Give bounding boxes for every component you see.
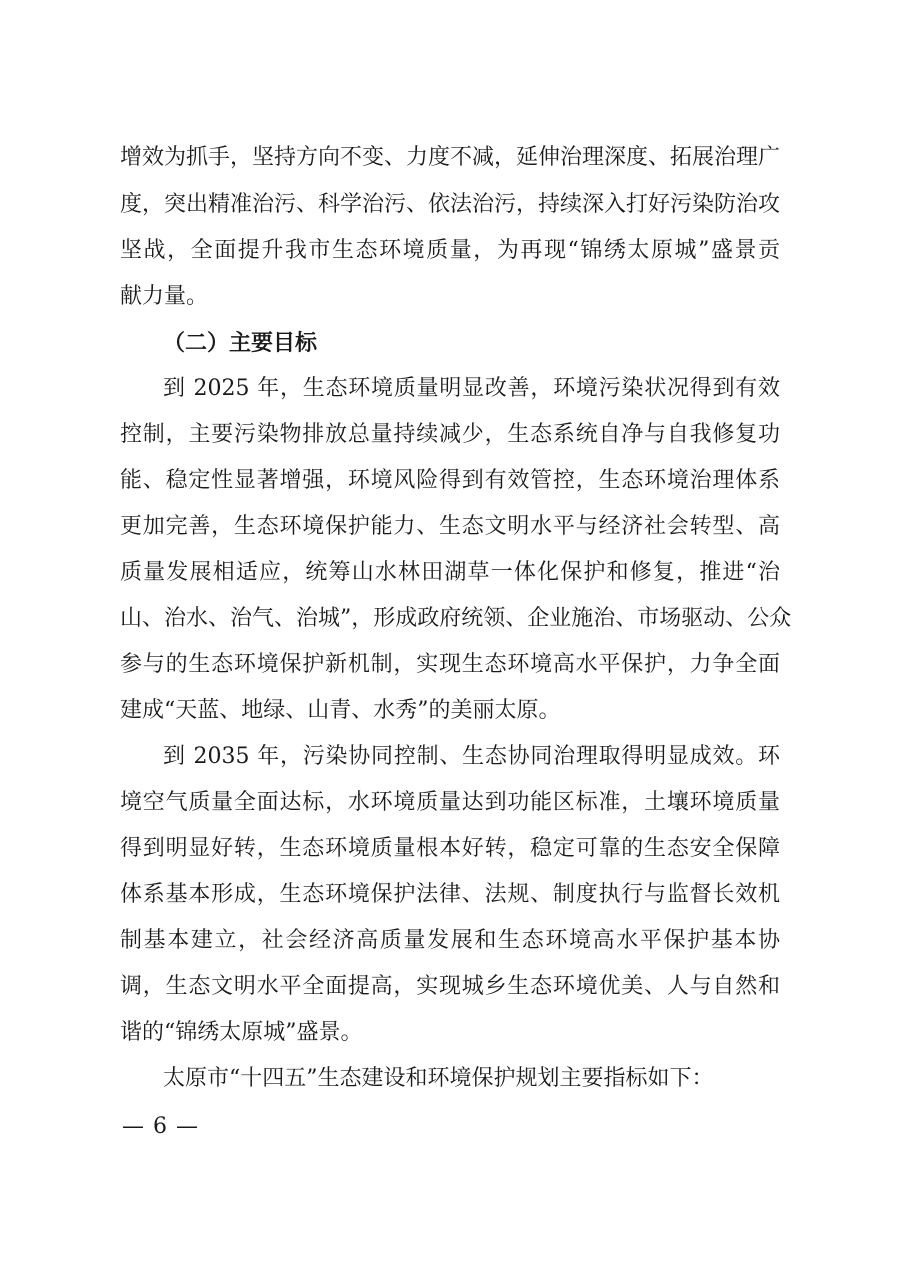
body-text-line: 控制，主要污染物排放总量持续减少，生态系统自净与自我修复功 xyxy=(120,422,780,447)
body-text-line: 体系基本形成，生态环境保护法律、法规、制度执行与监督长效机 xyxy=(120,882,780,907)
body-text-line: 参与的生态环境保护新机制，实现生态环境高水平保护，力争全面 xyxy=(120,652,780,677)
body-text-line: 更加完善，生态环境保护能力、生态文明水平与经济社会转型、高 xyxy=(120,514,780,539)
body-text-line: 到 2035 年，污染协同控制、生态协同治理取得明显成效。环 xyxy=(163,744,780,769)
body-text-line: 建成“天蓝、地绿、山青、水秀”的美丽太原。 xyxy=(120,698,561,723)
body-text-line: 谐的“锦绣太原城”盛景。 xyxy=(120,1020,363,1045)
body-text-line: 能、稳定性显著增强，环境风险得到有效管控，生态环境治理体系 xyxy=(120,468,780,493)
body-text-line: 质量发展相适应，统筹山水林田湖草一体化保护和修复，推进“治 xyxy=(120,560,780,585)
body-text-line: 献力量。 xyxy=(120,284,209,309)
body-text-line: 境空气质量全面达标，水环境质量达到功能区标准，土壤环境质量 xyxy=(120,790,780,815)
section-heading: （二）主要目标 xyxy=(163,330,318,356)
body-text-line: 山、治水、治气、治城”，形成政府统领、企业施治、市场驱动、公众 xyxy=(120,606,792,631)
body-text-line: 太原市“十四五”生态建设和环境保护规划主要指标如下： xyxy=(163,1066,714,1091)
body-text-line: 度，突出精准治污、科学治污、依法治污，持续深入打好污染防治攻 xyxy=(120,192,781,217)
body-text-line: 调，生态文明水平全面提高，实现城乡生态环境优美、人与自然和 xyxy=(120,974,780,999)
body-text-line: 得到明显好转，生态环境质量根本好转，稳定可靠的生态安全保障 xyxy=(120,836,780,861)
body-text-line: 增效为抓手，坚持方向不变、力度不减，延伸治理深度、拓展治理广 xyxy=(120,145,781,170)
body-text-line: 到 2025 年，生态环境质量明显改善，环境污染状况得到有效 xyxy=(163,376,780,401)
body-text-line: 坚战，全面提升我市生态环境质量，为再现“锦绣太原城”盛景贡 xyxy=(120,238,780,263)
page-number: — 6 — xyxy=(122,1114,199,1139)
body-text-line: 制基本建立，社会经济高质量发展和生态环境高水平保护基本协 xyxy=(120,928,780,953)
